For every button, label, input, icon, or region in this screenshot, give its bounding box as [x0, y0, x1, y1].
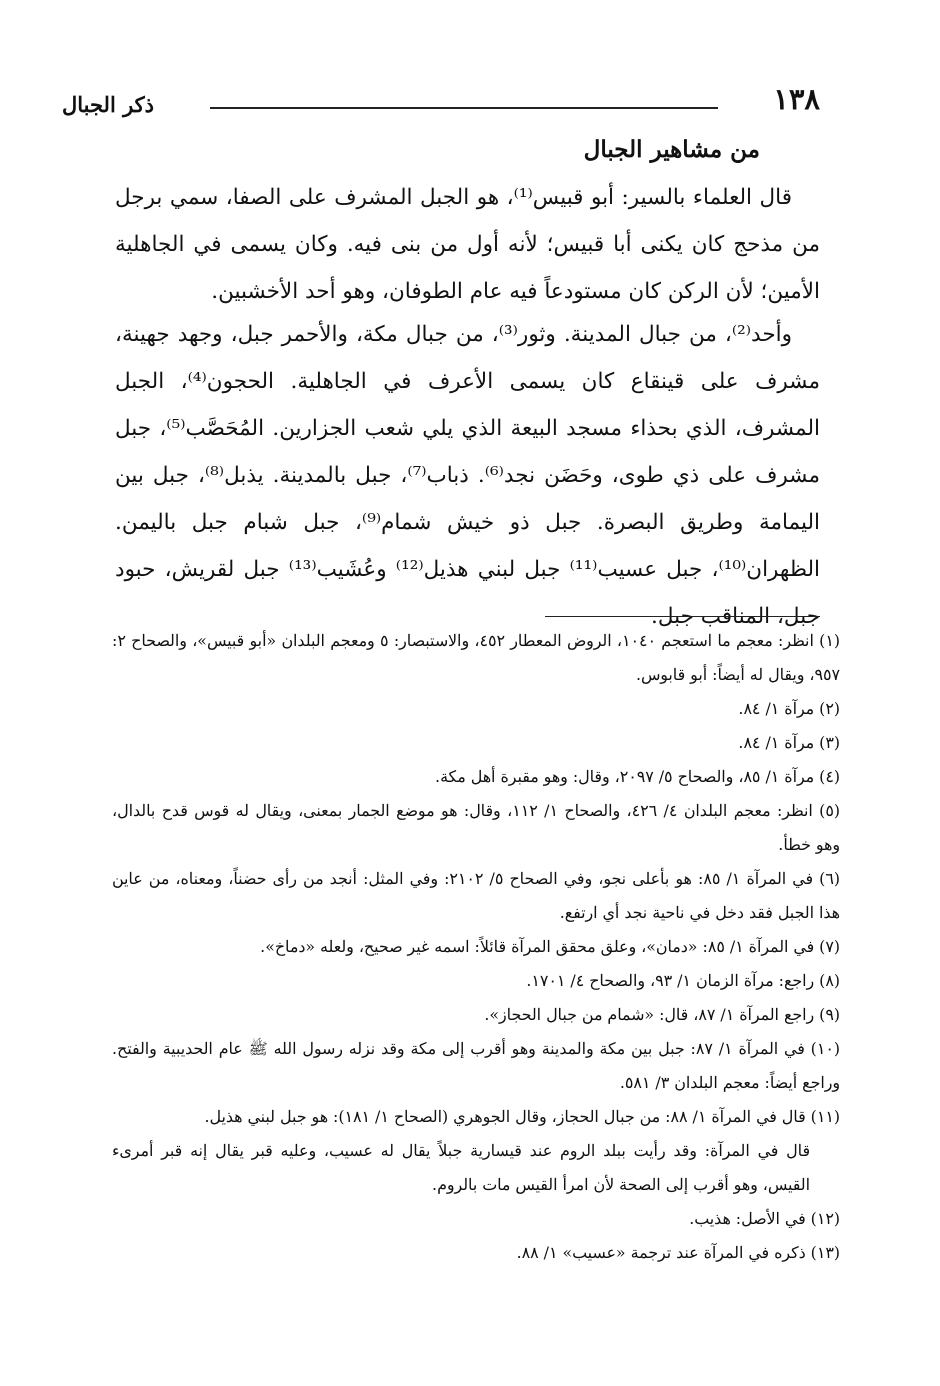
footnote: (١٢) في الأصل: هذيب.	[689, 1209, 840, 1228]
footnote: (٨) راجع: مرآة الزمان ١/ ٩٣، والصحاح ٤/ ١٧٠١.	[526, 971, 840, 990]
footnote: (١٣) ذكره في المرآة عند ترجمة «عسيب» ١/ ٨٨.	[516, 1243, 840, 1262]
section-title: من مشاهير الجبال	[583, 136, 760, 163]
footnote: (٢) مرآة ١/ ٨٤.	[738, 699, 840, 718]
paragraph: قال العلماء بالسير: أبو قبيس⁽¹⁾، هو الجبل المشرف على الصفا، سمي برجل من مذحج كان يكنى أبا قبيس؛ لأنه أول من بنى فيه. وكان يسمى في الجاهلية الأمين؛ لأن الركن كان مستودعاً فيه عام الطوفان، وهو أحد الأخشبين.	[115, 185, 820, 304]
paragraph: وأحد⁽²⁾، من جبال المدينة. وثور⁽³⁾، من جبال مكة، والأحمر جبل، وجهد جهينة، مشرف على قينقاع كان يسمى الأعرف في الجاهلية. الحجون⁽⁴⁾، الجبل المشرف، الذي بحذاء مسجد البيعة الذي يلي شعب الجزارين. المُحَصَّب⁽⁵⁾، جبل مشرف على ذي طوى، وحَضَن نجد⁽⁶⁾. ذباب⁽⁷⁾، جبل بالمدينة. يذبل⁽⁸⁾، جبل بين اليمامة وطريق البصرة. جبل ذو خيش شمام⁽⁹⁾، جبل شبام جبل باليمن. الظهران⁽¹⁰⁾، جبل عسيب⁽¹¹⁾ جبل لبني هذيل⁽¹²⁾ وعُشَيب⁽¹³⁾ جبل لقريش، حبود جبل، المناقب جبل.	[115, 322, 820, 629]
footnote: (١١) قال في المرآة ١/ ٨٨: من جبال الحجاز، وقال الجوهري (الصحاح ١/ ١٨١): هو جبل لبني هذيل.	[204, 1107, 840, 1126]
footnote: (١) انظر: معجم ما استعجم ١٠٤٠، الروض المعطار ٤٥٢، والاستبصار: ٥ ومعجم البلدان «أبو قبيس»، والصحاح ٢: ٩٥٧، ويقال له أيضاً: أبو قابوس.	[112, 631, 840, 684]
footnote: (٧) في المرآة ١/ ٨٥: «دمان»، وعلق محقق المرآة قائلاً: اسمه غير صحيح، ولعله «دماخ».	[260, 937, 840, 956]
footnote: (٩) راجع المرآة ١/ ٨٧، قال: «شمام من جبال الحجاز».	[484, 1005, 840, 1024]
footnote-separator	[545, 616, 820, 617]
footnotes	[112, 624, 840, 1270]
footnote-continuation: قال في المرآة: وقد رأيت ببلد الروم عند قيسارية جبلاً يقال له عسيب، وعليه قبر يقال إنه قبر أمرىء القيس، وهو أقرب إلى الصحة لأن امرأ القيس مات بالروم.	[112, 1141, 810, 1194]
page-header	[62, 82, 820, 126]
page-number: ١٣٨	[773, 82, 820, 116]
running-title: ذكر الجبال	[62, 92, 155, 117]
footnote: (٥) انظر: معجم البلدان ٤/ ٤٢٦، والصحاح ١/ ١١٢، وقال: هو موضع الجمار بمعنى، ويقال له قوس قدح بالدال، وهو خطأ.	[112, 801, 841, 854]
header-rule	[210, 107, 718, 109]
footnote: (٣) مرآة ١/ ٨٤.	[738, 733, 840, 752]
footnote: (٤) مرآة ١/ ٨٥، والصحاح ٥/ ٢٠٩٧، وقال: وهو مقبرة أهل مكة.	[435, 767, 840, 786]
footnote: (١٠) في المرآة ١/ ٨٧: جبل بين مكة والمدينة وهو أقرب إلى مكة وقد نزله رسول الله ﷺ عام الحديبية والفتح. وراجع أيضاً: معجم البلدان ٣/ ٥٨١.	[112, 1039, 840, 1092]
footnote: (٦) في المرآة ١/ ٨٥: هو بأعلى نجو، وفي الصحاح ٥/ ٢١٠٢: وفي المثل: أنجد من رأى حضناً، ومعناه، من عاين هذا الجبل فقد دخل في ناحية نجد أي ارتفع.	[112, 869, 840, 922]
main-text	[115, 174, 820, 640]
